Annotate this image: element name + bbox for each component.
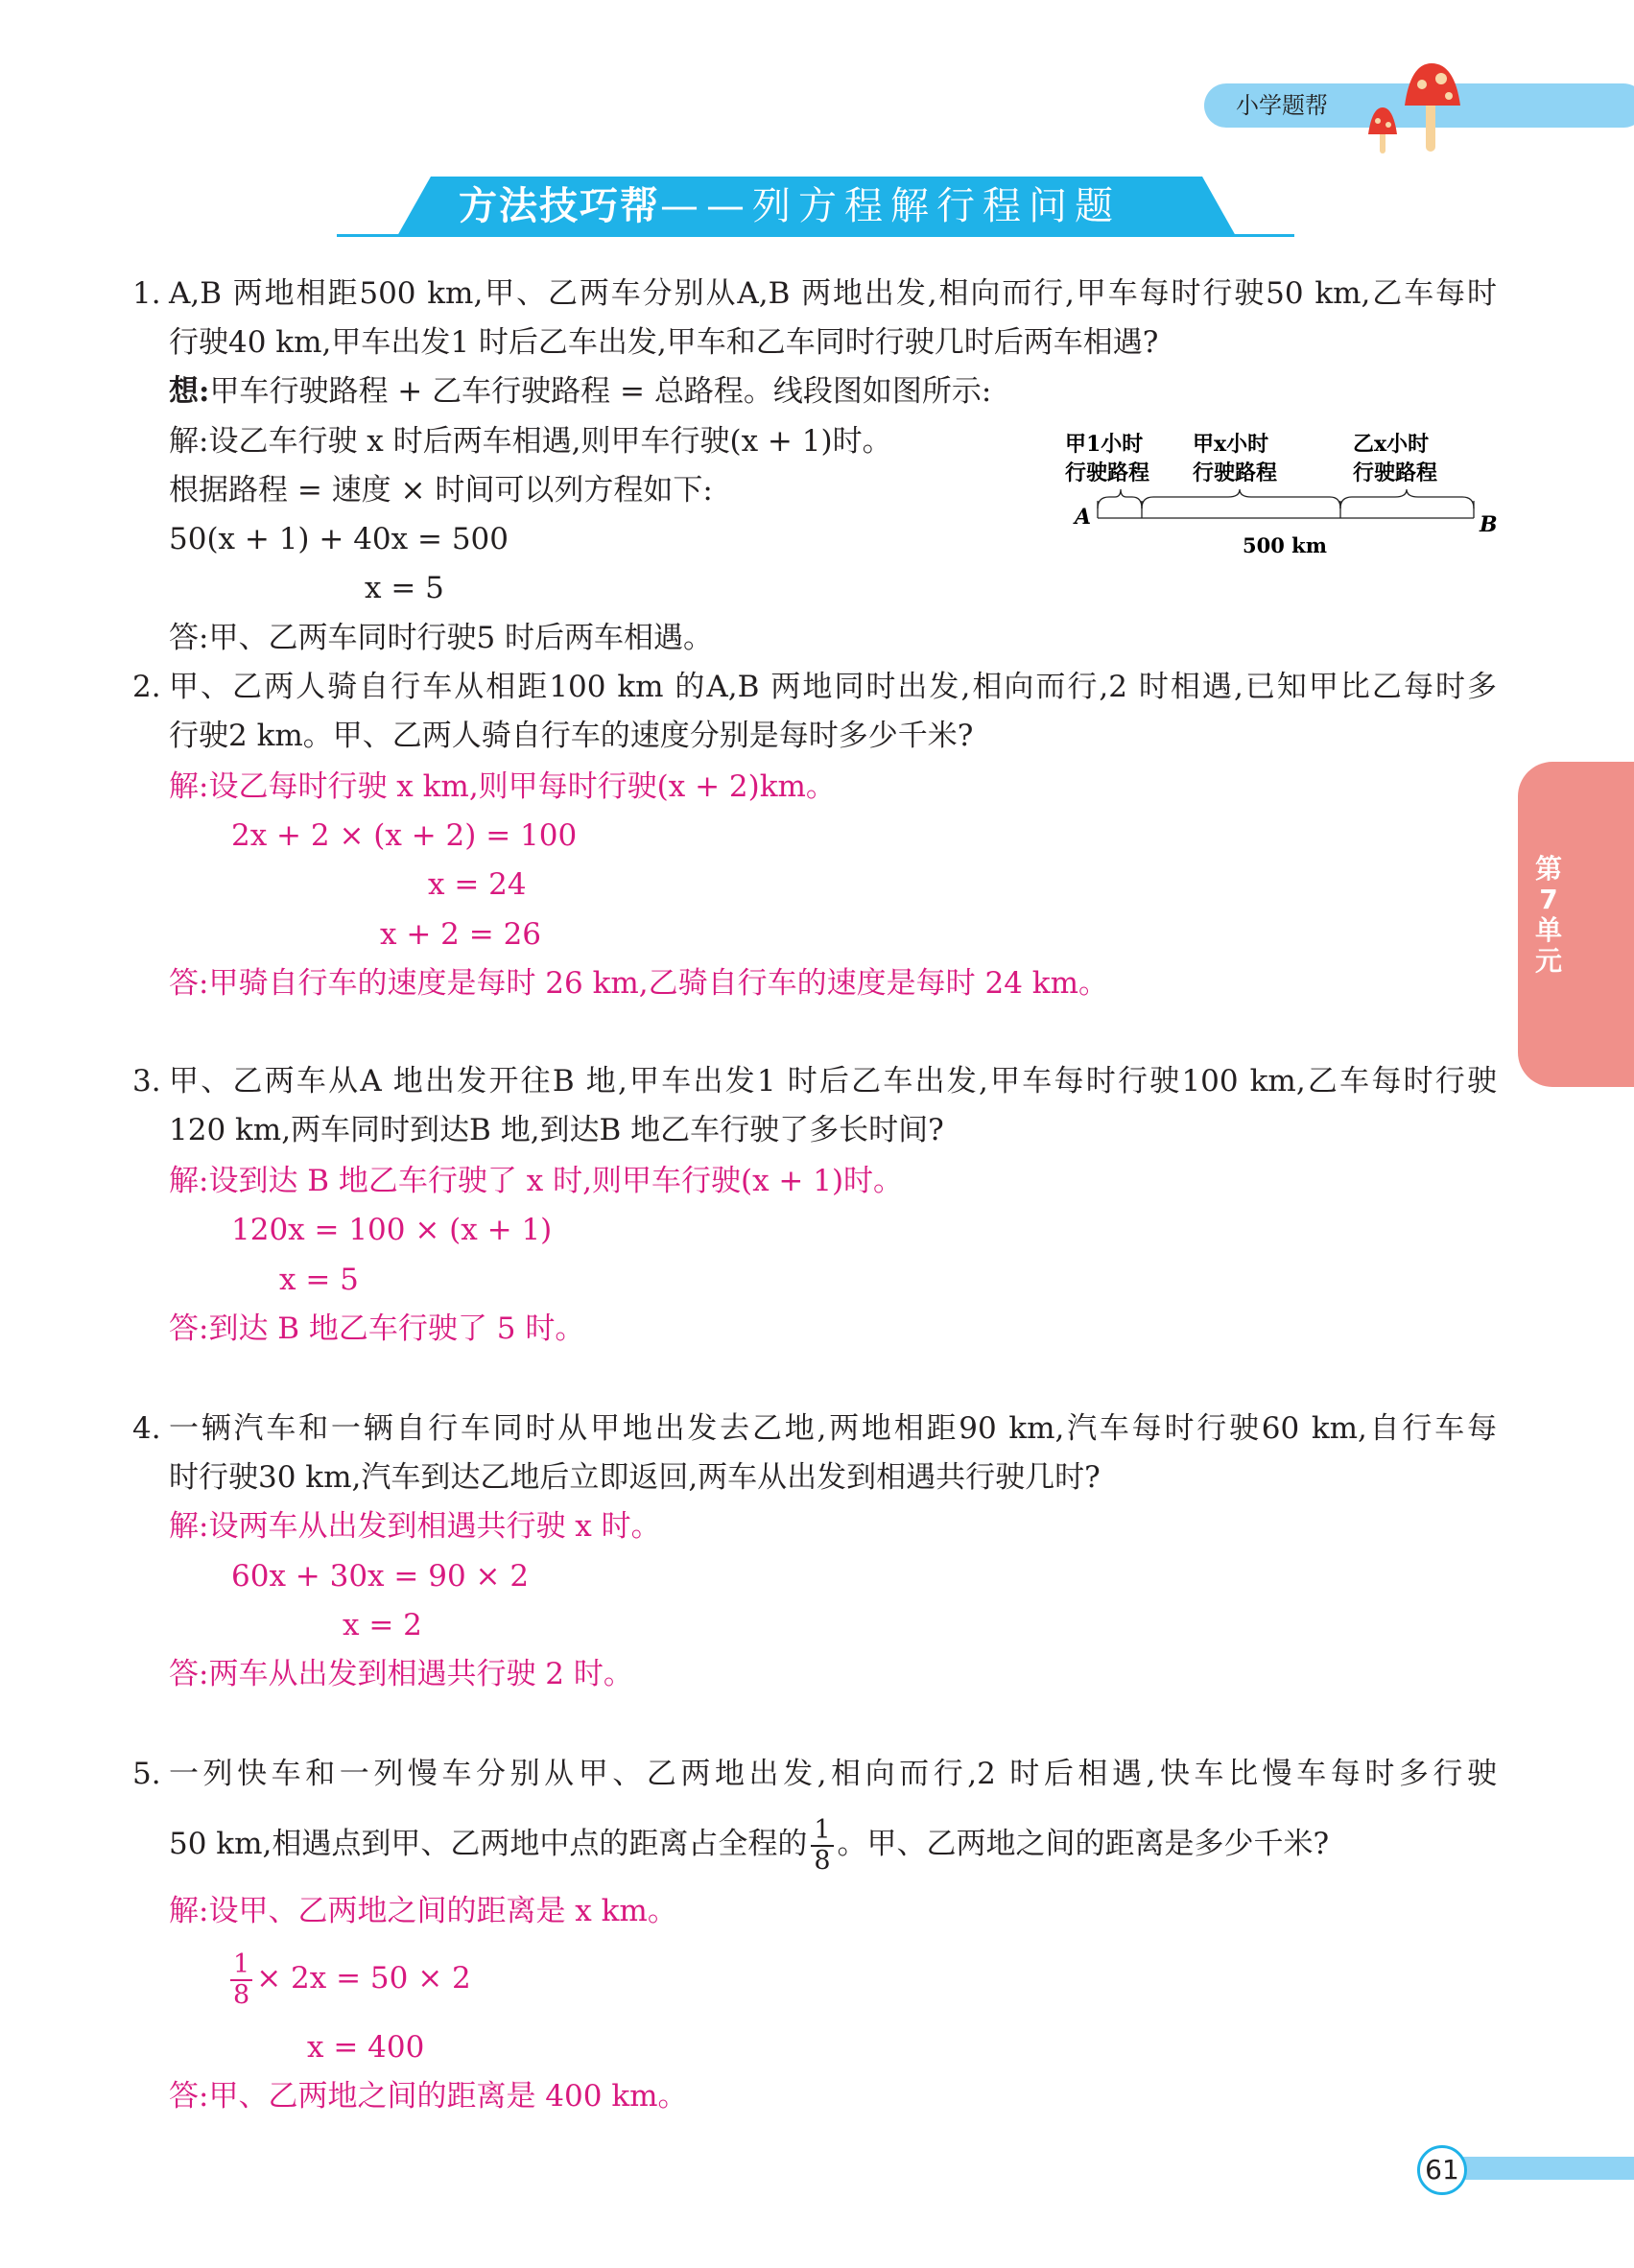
mushroom-icon — [1362, 59, 1468, 155]
diagram-label: 行驶路程 — [1353, 461, 1438, 485]
equation: x = 24 — [428, 867, 527, 902]
problem-text: 时行驶30 km,汽车到达乙地后立即返回,两车从出发到相遇共行驶几时? — [169, 1460, 1101, 1495]
problem-text: A,B 两地相距500 km,甲、乙两车分别从A,B 两地出发,相向而行,甲车每时行驶50 km,乙车每时 — [169, 276, 1497, 311]
page-number-bar — [1458, 2157, 1634, 2180]
equation: x = 400 — [307, 2030, 425, 2065]
brand-label: 小学题帮 — [1236, 92, 1328, 119]
fraction — [811, 1816, 833, 1876]
problem-number: 5. — [132, 1757, 161, 1791]
problem-text: 一列快车和一列慢车分别从甲、乙两地出发,相向而行,2 时后相遇,快车比慢车每时多行驶 — [169, 1757, 1497, 1791]
equation: 2x + 2 × (x + 2) = 100 — [231, 818, 578, 853]
equation — [226, 1949, 471, 2010]
answer: 答:到达 B 地乙车行驶了 5 时。 — [169, 1311, 585, 1346]
total-distance-label: 500 km — [1243, 533, 1327, 557]
problem-number: 3. — [132, 1064, 161, 1099]
page-number: 61 — [1417, 2145, 1467, 2195]
answer: 答:两车从出发到相遇共行驶 2 时。 — [169, 1657, 633, 1691]
diagram-label: 乙x小时 — [1353, 432, 1430, 457]
solution-line: 根据路程 = 速度 × 时间可以列方程如下: — [169, 473, 713, 508]
title-sub: ——列方程解行程问题 — [660, 184, 1121, 228]
equation-part: × 2x = 50 × 2 — [256, 1961, 471, 1996]
problem-number: 4. — [132, 1411, 161, 1446]
think-text: 甲车行驶路程 + 乙车行驶路程 = 总路程。线段图如图所示: — [209, 374, 992, 409]
problem-text: 120 km,两车同时到达B 地,到达B 地乙车行驶了多长时间? — [169, 1113, 944, 1147]
diagram-label: 行驶路程 — [1065, 461, 1150, 485]
problem-text — [169, 1815, 1329, 1876]
segment-line — [1098, 489, 1474, 518]
unit-tab-label: 第7单元 — [1534, 853, 1562, 977]
point-a-label: A — [1075, 505, 1092, 530]
equation: x = 5 — [365, 571, 444, 605]
equation: x + 2 = 26 — [380, 917, 542, 952]
solution-line: 解:设甲、乙两地之间的距离是 x km。 — [169, 1894, 677, 1928]
solution-line: 解:设到达 B 地乙车行驶了 x 时,则甲车行驶(x + 1)时。 — [169, 1164, 904, 1198]
problem-text: 行驶40 km,甲车出发1 时后乙车出发,甲车和乙车同时行驶几时后两车相遇? — [169, 325, 1159, 360]
diagram-label: 甲1小时 — [1065, 432, 1144, 457]
line-segment-diagram — [1046, 403, 1506, 566]
problem-text: 行驶2 km。甲、乙两人骑自行车的速度分别是每时多少千米? — [169, 719, 974, 753]
problem-number: 2. — [132, 670, 161, 704]
problem-text-part: 50 km,相遇点到甲、乙两地中点的距离占全程的 — [169, 1827, 808, 1861]
numerator: 1 — [230, 1950, 252, 1981]
denominator: 8 — [233, 1979, 250, 2010]
problem-text: 甲、乙两车从A 地出发开往B 地,甲车出发1 时后乙车出发,甲车每时行驶100 km,乙车每时行驶 — [169, 1064, 1497, 1099]
problem-text: 一辆汽车和一辆自行车同时从甲地出发去乙地,两地相距90 km,汽车每时行驶60 km,自行车每 — [169, 1411, 1497, 1446]
denominator: 8 — [814, 1845, 831, 1876]
equation: 120x = 100 × (x + 1) — [231, 1213, 553, 1247]
answer: 答:甲、乙两地之间的距离是 400 km。 — [169, 2079, 688, 2114]
problem-number: 1. — [132, 276, 161, 311]
equation: 60x + 30x = 90 × 2 — [231, 1559, 530, 1594]
solution-line: 解:设乙每时行驶 x km,则甲每时行驶(x + 2)km。 — [169, 769, 836, 804]
solution-line: 解:设乙车行驶 x 时后两车相遇,则甲车行驶(x + 1)时。 — [169, 424, 892, 459]
diagram-label: 甲x小时 — [1193, 432, 1269, 457]
point-b-label: B — [1480, 512, 1498, 537]
problem-text: 甲、乙两人骑自行车从相距100 km 的A,B 两地同时出发,相向而行,2 时相遇,已知甲比乙每时多 — [169, 670, 1497, 704]
equation: x = 2 — [343, 1608, 422, 1642]
answer: 答:甲、乙两车同时行驶5 时后两车相遇。 — [169, 621, 714, 655]
fraction — [230, 1950, 252, 2010]
answer: 答:甲骑自行车的速度是每时 26 km,乙骑自行车的速度是每时 24 km。 — [169, 966, 1108, 1001]
equation: 50(x + 1) + 40x = 500 — [169, 522, 509, 556]
section-title — [459, 180, 1121, 232]
numerator: 1 — [811, 1816, 833, 1847]
problem-text-part: 。甲、乙两地之间的距离是多少千米? — [837, 1827, 1330, 1861]
diagram-label: 行驶路程 — [1193, 461, 1278, 485]
think-label: 想: — [169, 374, 210, 409]
title-main: 方法技巧帮 — [459, 184, 660, 228]
think-line — [169, 372, 991, 411]
solution-line: 解:设两车从出发到相遇共行驶 x 时。 — [169, 1509, 661, 1544]
equation: x = 5 — [279, 1263, 359, 1297]
